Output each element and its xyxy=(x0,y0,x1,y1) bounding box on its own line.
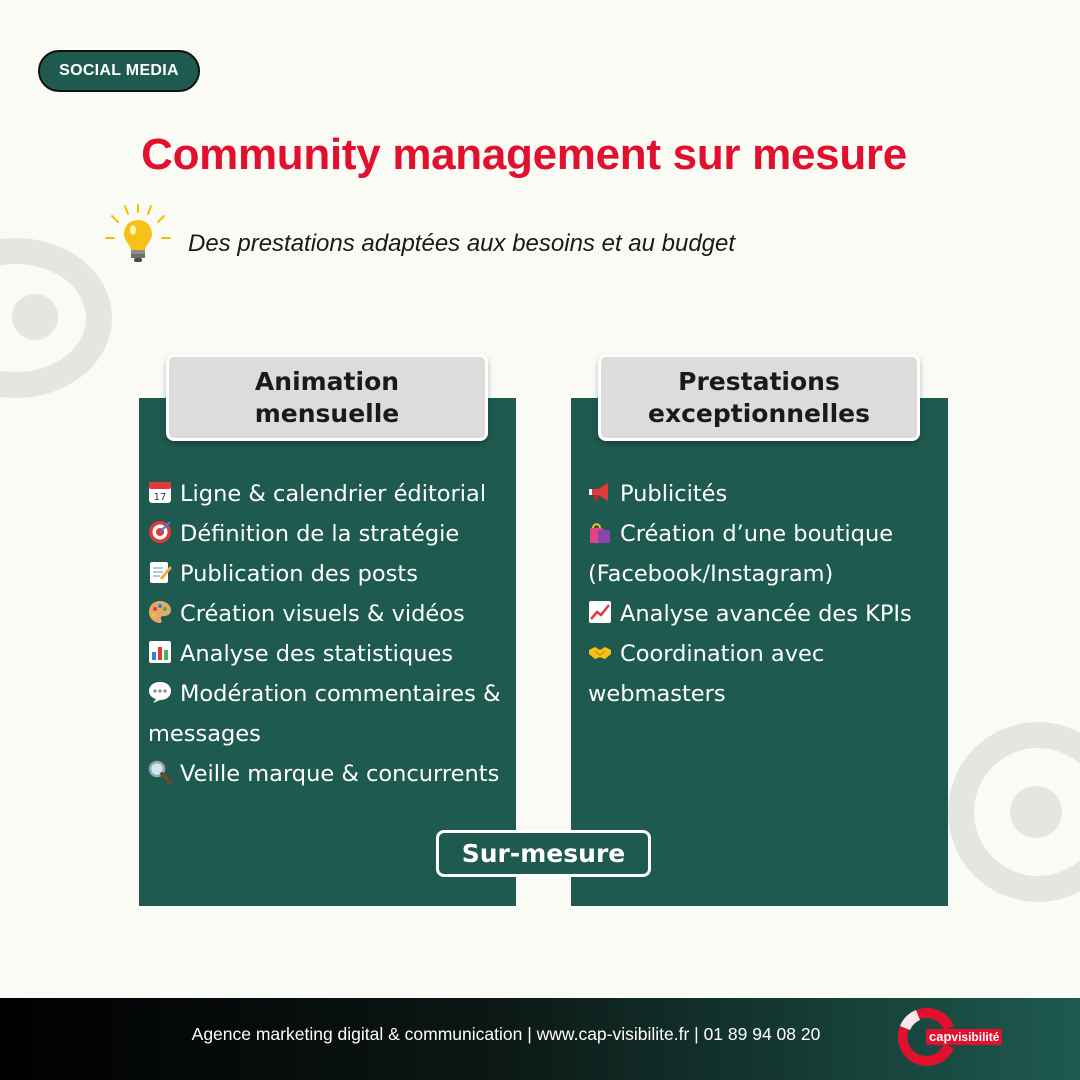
panel-heading-monthly-animation: Animation mensuelle xyxy=(166,354,488,441)
bar-chart-icon xyxy=(148,640,172,664)
list-item: Coordination avec webmasters xyxy=(588,641,825,707)
calendar-icon xyxy=(148,480,172,504)
palette-icon xyxy=(148,600,172,624)
megaphone-icon xyxy=(588,480,612,504)
shopping-bags-icon xyxy=(588,520,612,544)
target-icon xyxy=(148,520,172,544)
list-item: Analyse des statistiques xyxy=(148,634,510,674)
category-tag: SOCIAL MEDIA xyxy=(38,50,200,92)
list-item: Modération commentaires & messages xyxy=(148,681,501,747)
panel-heading-exceptional-services: Prestations exceptionnelles xyxy=(598,354,920,441)
lightbulb-icon xyxy=(104,204,172,268)
svg-text:17: 17 xyxy=(153,492,167,503)
subtitle: Des prestations adaptées aux besoins et au budget xyxy=(188,230,736,257)
custom-badge: Sur-mesure xyxy=(436,830,651,877)
list-item: Publicités xyxy=(588,474,938,514)
list-item: Création d’une boutique (Facebook/Instagram) xyxy=(588,521,894,587)
list-item: Création visuels & vidéos xyxy=(148,594,510,634)
footer-contact: Agence marketing digital & communication | www.cap-visibilite.fr | 01 89 94 08 20 xyxy=(191,1024,821,1044)
exceptional-services-list xyxy=(588,474,938,714)
monthly-animation-list xyxy=(148,474,510,794)
speech-bubble-icon xyxy=(148,680,172,704)
list-item: 17 Ligne & calendrier éditorial xyxy=(148,474,510,514)
memo-icon xyxy=(148,560,172,584)
handshake-icon xyxy=(588,640,612,664)
list-item: Publication des posts xyxy=(148,554,510,594)
decorative-ring-right-dot xyxy=(1010,786,1062,838)
decorative-ring-left-dot xyxy=(12,294,58,340)
list-item: Définition de la stratégie xyxy=(148,514,510,554)
list-item: Analyse avancée des KPIs xyxy=(588,594,938,634)
magnifier-icon xyxy=(148,760,172,784)
logo-wordmark: capvisibilité xyxy=(926,1029,1002,1045)
page-title: Community management sur mesure xyxy=(141,130,907,179)
trend-chart-icon xyxy=(588,600,612,624)
list-item: Veille marque & concurrents xyxy=(148,754,510,794)
